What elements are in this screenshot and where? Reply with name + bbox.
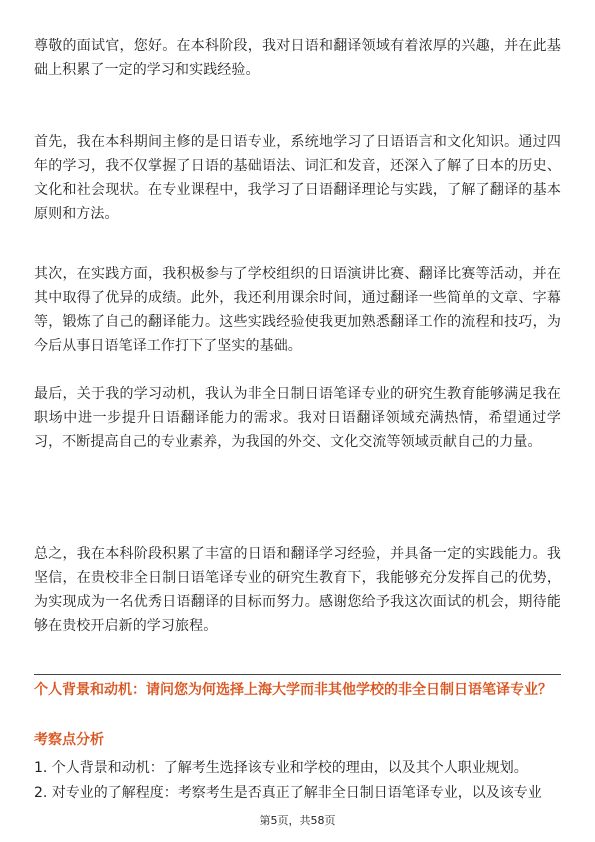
paragraph-summary: 总之，我在本科阶段积累了丰富的日语和翻译学习经验，并具备一定的实践能力。我坚信，在贵校非全日制日语笔译专业的研究生教育下，我能够充分发挥自己的优势，为实现成为一名优秀日语翻译的目标而努力。感谢您给予我这次面试的机会，期待能够在贵校开启新的学习旅程。	[34, 546, 561, 634]
paragraph-first: 首先，我在本科期间主修的是日语专业，系统地学习了日语语言和文化知识。通过四年的学习，我不仅掌握了日语的基础语法、词汇和发音，还深入了解了日本的历史、文化和社会现状。在专业课程中，我学习了日语翻译理论与实践，了解了翻译的基本原则和方法。	[34, 134, 561, 222]
section-divider	[34, 674, 561, 675]
page-number: 第5页，共58页	[259, 814, 336, 827]
paragraph-second: 其次，在实践方面，我积极参与了学校组织的日语演讲比赛、翻译比赛等活动，并在其中取得了优异的成绩。此外，我还利用课余时间，通过翻译一些简单的文章、字幕等，锻炼了自己的翻译能力。这些实践经验使我更加熟悉翻译工作的流程和技巧，为今后从事日语笔译工作打下了坚实的基础。	[34, 266, 561, 354]
document-page	[34, 0, 561, 842]
analysis-points	[34, 756, 561, 806]
paragraph-last: 最后，关于我的学习动机，我认为非全日制日语笔译专业的研究生教育能够满足我在职场中进一步提升日语翻译能力的需求。我对日语翻译领域充满热情，希望通过学习，不断提高自己的专业素养，为我国的外交、文化交流等领域贡献自己的力量。	[34, 386, 561, 450]
analysis-point: 2. 对专业的了解程度：考察考生是否真正了解非全日制日语笔译专业，以及该专业	[34, 785, 542, 801]
analysis-heading: 考察点分析	[34, 732, 104, 748]
interview-question: 个人背景和动机：请问您为何选择上海大学而非其他学校的非全日制日语笔译专业？	[34, 682, 552, 698]
paragraph-greeting: 尊敬的面试官，您好。在本科阶段，我对日语和翻译领域有着浓厚的兴趣，并在此基础上积累了一定的学习和实践经验。	[34, 38, 561, 78]
analysis-point: 1. 个人背景和动机：了解考生选择该专业和学校的理由，以及其个人职业规划。	[34, 760, 528, 776]
